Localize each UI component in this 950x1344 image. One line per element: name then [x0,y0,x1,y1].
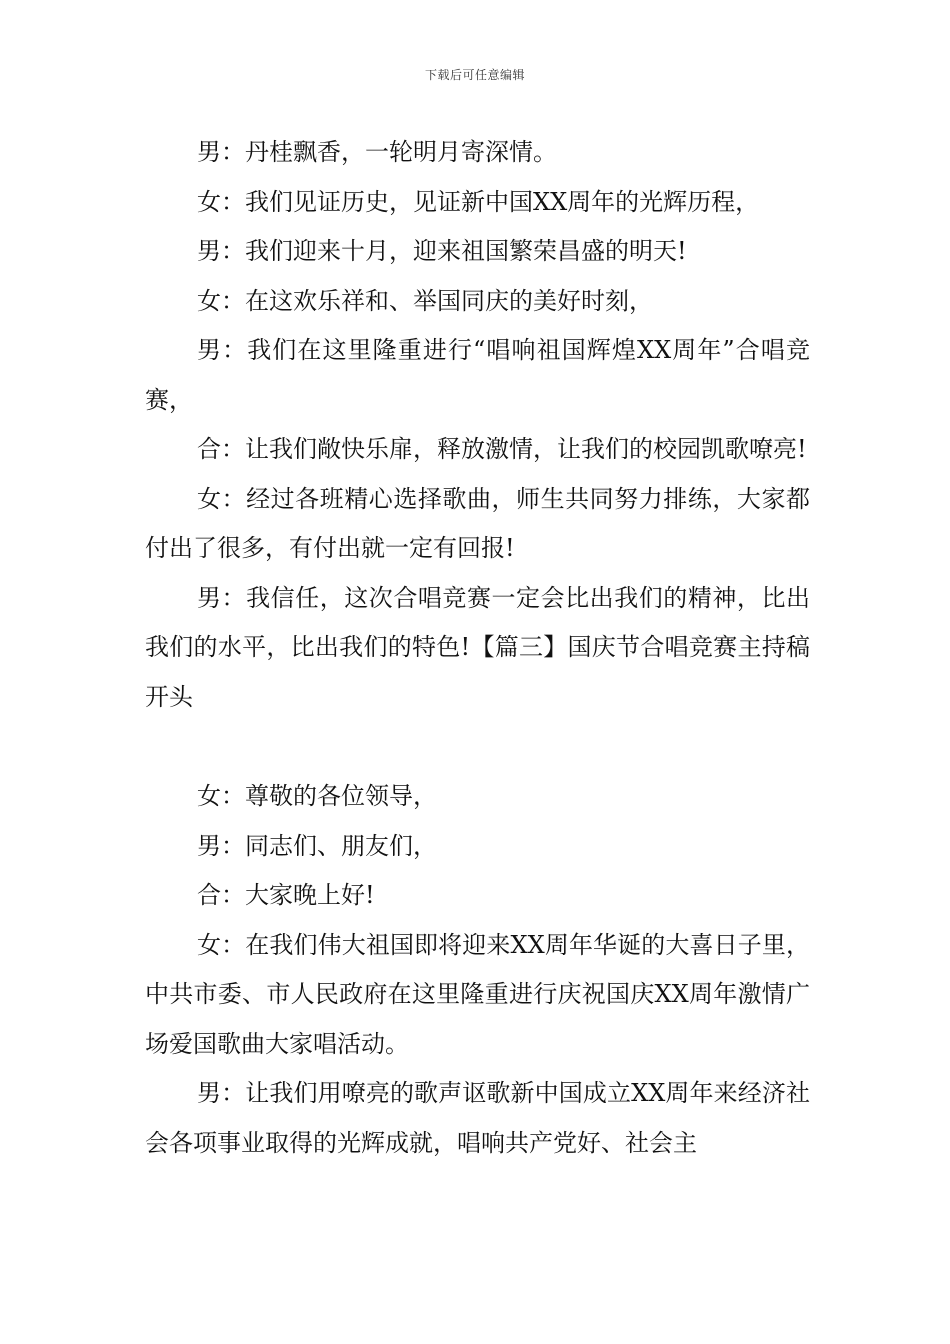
paragraph: 女：在这欢乐祥和、举国同庆的美好时刻， [197,286,653,315]
paragraph: 男：同志们、朋友们， [197,831,437,860]
paragraph: 女：我们见证历史，见证新中国XX周年的光辉历程， [197,187,760,216]
paragraph: 女：在我们伟大祖国即将迎来XX周年华诞的大喜日子里，中共市委、市人民政府在这里隆重进行庆祝国庆XX周年激情广场爱国歌曲大家唱活动。 [145,930,810,1058]
paragraph: 男：我们迎来十月，迎来祖国繁荣昌盛的明天! [197,237,687,265]
paragraph: 女：尊敬的各位领导， [197,782,437,810]
paragraph: 女：经过各班精心选择歌曲，师生共同努力排练，大家都付出了很多，有付出就一定有回报! [145,484,810,562]
paragraph: 男：丹桂飘香，一轮明月寄深情。 [197,138,557,166]
paragraph: 合：让我们敞快乐扉，释放激情，让我们的校园凯歌嘹亮! [197,435,807,463]
paragraph: 合：大家晚上好! [197,881,375,909]
paragraph: 男：我信任，这次合唱竞赛一定会比出我们的精神，比出我们的水平，比出我们的特色!【篇三】国庆节合唱竞赛主持稿开头 [145,583,810,711]
page-header-note: 下载后可任意编辑 [424,68,525,82]
paragraph: 男：让我们用嘹亮的歌声讴歌新中国成立XX周年来经济社会各项事业取得的光辉成就，唱响共产党好、社会主 [145,1079,810,1157]
section-gap [145,722,810,772]
document-body [145,128,810,1168]
paragraph: 男：我们在这里隆重进行“唱响祖国辉煌XX周年”合唱竞赛， [145,336,810,414]
